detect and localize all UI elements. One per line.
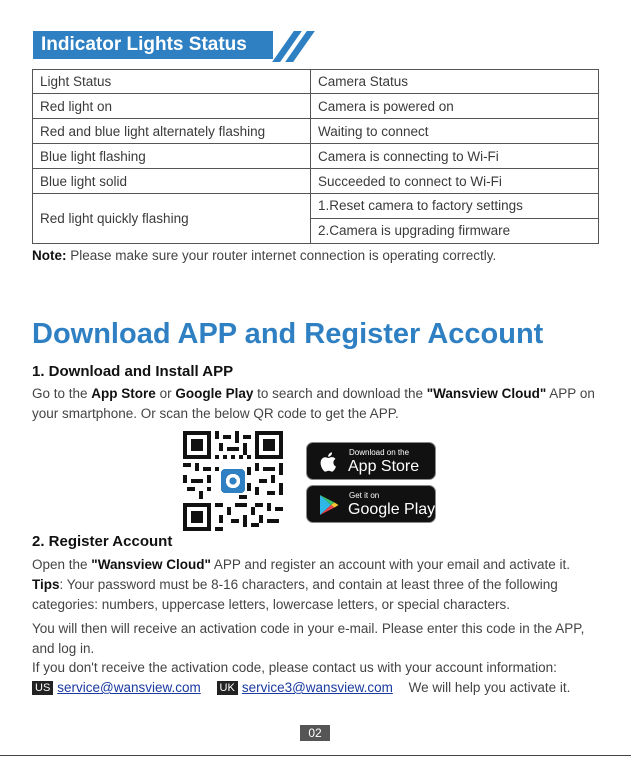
step2-paragraph bbox=[32, 555, 602, 575]
contact-emails bbox=[32, 678, 602, 698]
tips-text: : Your password must be 8-16 characters, and contain at least three of the following categories: numbers, uppercase letters, lowercase letters, or special characters. bbox=[32, 577, 558, 612]
step2-title: 2. Register Account bbox=[32, 533, 173, 550]
us-email-link[interactable]: service@wansview.com bbox=[57, 680, 201, 695]
apple-icon bbox=[317, 450, 341, 474]
table-cell: Red and blue light alternately flashing bbox=[33, 119, 311, 144]
step1-title: 1. Download and Install APP bbox=[32, 363, 234, 380]
table-cell: Waiting to connect bbox=[311, 119, 599, 144]
table-cell: Blue light solid bbox=[33, 169, 311, 194]
tips-paragraph bbox=[32, 575, 602, 615]
section-title-indicator-lights: Indicator Lights Status bbox=[33, 31, 273, 59]
app-store-badge[interactable] bbox=[306, 442, 436, 480]
indicator-status-table bbox=[32, 69, 599, 244]
activate-help-text: We will help you activate it. bbox=[408, 680, 571, 695]
text-segment: APP and register an account with your email and activate it. bbox=[210, 557, 571, 572]
activation-paragraph: You will then will receive an activation code in your e-mail. Please enter this code in the APP, and log in. bbox=[32, 621, 585, 656]
uk-flag-badge: UK bbox=[217, 681, 238, 695]
table-row bbox=[33, 144, 599, 169]
table-cell-split bbox=[311, 194, 599, 244]
page-number: 02 bbox=[300, 725, 330, 741]
text-segment: APP on your smartphone. Or scan the below QR code to get the APP. bbox=[32, 386, 595, 421]
table-subcell: 2.Camera is upgrading firmware bbox=[318, 223, 511, 238]
note-body: Please make sure your router internet connection is operating correctly. bbox=[66, 248, 497, 263]
tips-label: Tips bbox=[32, 577, 60, 592]
text-segment: Open the bbox=[32, 557, 92, 572]
step1-paragraph bbox=[32, 384, 602, 424]
table-subcell: 1.Reset camera to factory settings bbox=[311, 194, 598, 219]
table-header-cell: Camera Status bbox=[311, 70, 599, 94]
google-play-badge[interactable] bbox=[306, 485, 436, 523]
table-cell: Succeeded to connect to Wi-Fi bbox=[311, 169, 599, 194]
table-row bbox=[33, 194, 599, 244]
qr-code[interactable] bbox=[183, 431, 283, 531]
table-row bbox=[33, 94, 599, 119]
badge-store-name: App Store bbox=[348, 458, 420, 475]
table-cell: Camera is connecting to Wi-Fi bbox=[311, 144, 599, 169]
table-cell: Red light on bbox=[33, 94, 311, 119]
uk-email-link[interactable]: service3@wansview.com bbox=[241, 680, 393, 695]
contact-paragraph: If you don't receive the activation code, please contact us with your account information: bbox=[32, 660, 557, 675]
table-row bbox=[33, 169, 599, 194]
app-store-text: App Store bbox=[91, 386, 156, 401]
table-header-row bbox=[33, 70, 599, 94]
us-flag-badge: US bbox=[32, 681, 53, 695]
section-title-download: Download APP and Register Account bbox=[32, 318, 544, 350]
page-bottom-divider bbox=[0, 755, 631, 756]
badge-small-text: Download on the bbox=[349, 448, 410, 457]
table-header-cell: Light Status bbox=[33, 70, 311, 94]
app-name-text: "Wansview Cloud" bbox=[426, 386, 547, 401]
text-segment: or bbox=[155, 386, 176, 401]
text-segment: Go to the bbox=[32, 386, 92, 401]
badge-small-text: Get it on bbox=[349, 491, 380, 500]
google-play-text: Google Play bbox=[175, 386, 254, 401]
note-text bbox=[32, 248, 496, 263]
note-label: Note: bbox=[32, 248, 67, 263]
table-cell: Red light quickly flashing bbox=[33, 194, 311, 244]
table-cell: Blue light flashing bbox=[33, 144, 311, 169]
table-row bbox=[33, 119, 599, 144]
text-segment: to search and download the bbox=[253, 386, 427, 401]
table-cell: Camera is powered on bbox=[311, 94, 599, 119]
app-name-text: "Wansview Cloud" bbox=[91, 557, 211, 572]
google-play-icon bbox=[317, 493, 341, 517]
badge-store-name: Google Play bbox=[348, 501, 436, 518]
